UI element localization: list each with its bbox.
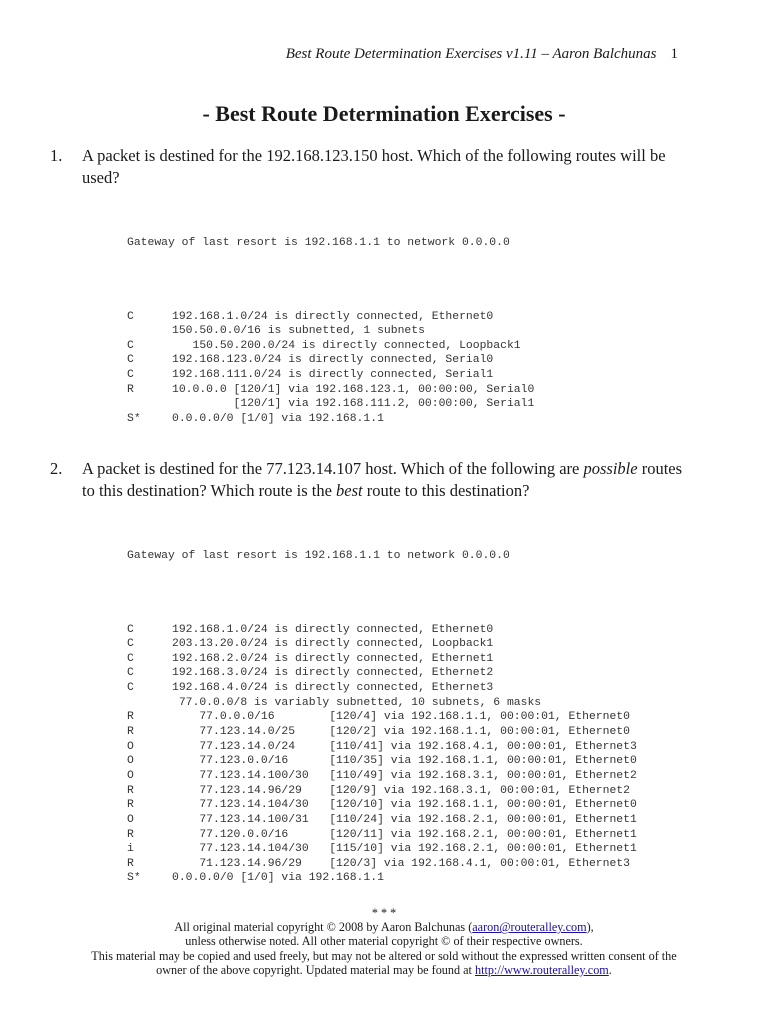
route-code: C bbox=[127, 310, 134, 323]
route-entry bbox=[127, 784, 630, 799]
page-number: 1 bbox=[670, 46, 678, 62]
question-number: 1. bbox=[50, 146, 63, 165]
route-text: 192.168.4.0/24 is directly connected, Ethernet3 bbox=[172, 682, 494, 695]
route-entry bbox=[127, 710, 630, 725]
route-text: 77.123.14.104/30 [115/10] via 192.168.2.1, 00:00:01, Ethernet1 bbox=[172, 843, 637, 856]
route-text: 192.168.111.0/24 is directly connected, Serial1 bbox=[172, 369, 494, 382]
route-text: 77.123.14.100/31 [110/24] via 192.168.2.1, 00:00:01, Ethernet1 bbox=[172, 813, 637, 826]
route-code: O bbox=[127, 755, 134, 768]
running-header bbox=[286, 46, 678, 63]
routing-table-2 bbox=[127, 520, 637, 886]
email-link[interactable]: aaron@routeralley.com bbox=[472, 920, 587, 935]
route-entry bbox=[127, 754, 637, 769]
route-text: 192.168.2.0/24 is directly connected, Ethernet1 bbox=[172, 652, 494, 665]
route-code: R bbox=[127, 726, 134, 739]
route-text: 71.123.14.96/29 [120/3] via 192.168.4.1, 00:00:01, Ethernet3 bbox=[172, 857, 630, 870]
route-entry bbox=[127, 652, 494, 667]
gateway-line: Gateway of last resort is 192.168.1.1 to network 0.0.0.0 bbox=[127, 550, 510, 563]
question-2 bbox=[50, 458, 720, 502]
header-title: Best Route Determination Exercises v1.11 – Aaron Balchunas bbox=[285, 46, 657, 62]
route-text: [120/1] via 192.168.111.2, 00:00:00, Serial1 bbox=[172, 398, 535, 411]
route-code: S* bbox=[127, 872, 141, 885]
footer-line: unless otherwise noted. All other material copyright © of their respective owners. bbox=[185, 934, 583, 949]
route-entry bbox=[127, 383, 535, 398]
route-entry bbox=[127, 623, 494, 638]
footer-line: owner of the above copyright. Updated material may be found at http://www.routeralley.com. bbox=[156, 962, 612, 977]
question-1 bbox=[50, 145, 720, 189]
route-code: C bbox=[127, 339, 134, 352]
route-text: 192.168.3.0/24 is directly connected, Ethernet2 bbox=[172, 667, 494, 680]
route-code: R bbox=[127, 828, 134, 841]
route-text: 150.50.200.0/24 is directly connected, Loopback1 bbox=[172, 339, 521, 352]
route-entry bbox=[127, 310, 494, 325]
route-entry bbox=[127, 725, 630, 740]
route-entry bbox=[127, 798, 637, 813]
question-text-line: to this destination? Which route is the best route to this destination? bbox=[82, 481, 530, 500]
route-entry bbox=[127, 681, 494, 696]
route-entry bbox=[127, 813, 637, 828]
route-entry bbox=[127, 696, 542, 711]
route-entry bbox=[127, 740, 637, 755]
route-code: R bbox=[127, 799, 134, 812]
route-text: 192.168.123.0/24 is directly connected, Serial0 bbox=[172, 354, 494, 367]
route-entry bbox=[127, 769, 637, 784]
route-entry bbox=[127, 828, 637, 843]
emphasis-best: best bbox=[336, 481, 363, 500]
route-text: 77.123.14.96/29 [120/9] via 192.168.3.1, 00:00:01, Ethernet2 bbox=[172, 784, 630, 797]
route-text: 77.123.14.0/24 [110/41] via 192.168.4.1, 00:00:01, Ethernet3 bbox=[172, 740, 637, 753]
route-code: C bbox=[127, 623, 134, 636]
route-code: O bbox=[127, 740, 134, 753]
route-entry bbox=[127, 666, 494, 681]
route-code: C bbox=[127, 638, 134, 651]
question-text-line: A packet is destined for the 192.168.123.150 host. Which of the following routes will be bbox=[82, 146, 666, 165]
page-title: - Best Route Determination Exercises - bbox=[202, 101, 566, 126]
route-code: R bbox=[127, 711, 134, 724]
route-text: 77.123.14.0/25 [120/2] via 192.168.1.1, 00:00:01, Ethernet0 bbox=[172, 726, 630, 739]
route-entry bbox=[127, 353, 494, 368]
route-entry bbox=[127, 857, 630, 872]
route-text: 0.0.0.0/0 [1/0] via 192.168.1.1 bbox=[172, 413, 384, 426]
route-entry bbox=[127, 324, 425, 339]
route-text: 77.123.14.104/30 [120/10] via 192.168.1.1, 00:00:01, Ethernet0 bbox=[172, 799, 637, 812]
route-entry bbox=[127, 339, 521, 354]
route-text: 192.168.1.0/24 is directly connected, Ethernet0 bbox=[172, 623, 494, 636]
route-code: C bbox=[127, 354, 134, 367]
route-code: O bbox=[127, 769, 134, 782]
route-code: C bbox=[127, 682, 134, 695]
route-text: 77.123.0.0/16 [110/35] via 192.168.1.1, 00:00:01, Ethernet0 bbox=[172, 755, 637, 768]
website-link[interactable]: http://www.routeralley.com bbox=[474, 962, 609, 977]
route-code: R bbox=[127, 383, 134, 396]
route-code: i bbox=[127, 843, 134, 856]
route-text: 77.0.0.0/8 is variably subnetted, 10 subnets, 6 masks bbox=[172, 696, 542, 709]
route-text: 203.13.20.0/24 is directly connected, Loopback1 bbox=[172, 638, 494, 651]
routing-table-1 bbox=[127, 207, 535, 427]
route-text: 0.0.0.0/0 [1/0] via 192.168.1.1 bbox=[172, 872, 384, 885]
route-code: R bbox=[127, 784, 134, 797]
route-code: C bbox=[127, 652, 134, 665]
route-text: 10.0.0.0 [120/1] via 192.168.123.1, 00:00:00, Serial0 bbox=[172, 383, 535, 396]
footer-separator: * * * bbox=[371, 906, 397, 920]
route-entry bbox=[127, 637, 494, 652]
question-text-line: A packet is destined for the 77.123.14.107 host. Which of the following are possible routes bbox=[82, 459, 683, 478]
route-text: 150.50.0.0/16 is subnetted, 1 subnets bbox=[172, 325, 425, 338]
route-entry bbox=[127, 397, 535, 412]
route-code: S* bbox=[127, 413, 141, 426]
route-code: C bbox=[127, 667, 134, 680]
question-text-line: used? bbox=[82, 168, 120, 187]
route-entry bbox=[127, 368, 494, 383]
question-number: 2. bbox=[50, 459, 63, 478]
route-text: 192.168.1.0/24 is directly connected, Ethernet0 bbox=[172, 310, 494, 323]
gateway-line: Gateway of last resort is 192.168.1.1 to network 0.0.0.0 bbox=[127, 237, 510, 250]
emphasis-possible: possible bbox=[583, 459, 638, 478]
footer-line: All original material copyright © 2008 by Aaron Balchunas (aaron@routeralley.com), bbox=[174, 920, 594, 935]
route-text: 77.123.14.100/30 [110/49] via 192.168.3.1, 00:00:01, Ethernet2 bbox=[172, 769, 637, 782]
copyright-footer bbox=[0, 906, 768, 977]
route-text: 77.0.0.0/16 [120/4] via 192.168.1.1, 00:00:01, Ethernet0 bbox=[172, 711, 630, 724]
footer-line: This material may be copied and used freely, but may not be altered or sold without the expressed written consent of the bbox=[91, 948, 677, 963]
route-entry bbox=[127, 871, 384, 886]
route-entry bbox=[127, 842, 637, 857]
route-text: 77.120.0.0/16 [120/11] via 192.168.2.1, 00:00:01, Ethernet1 bbox=[172, 828, 637, 841]
route-entry bbox=[127, 412, 384, 427]
route-code: C bbox=[127, 369, 134, 382]
route-code: R bbox=[127, 857, 134, 870]
route-code: O bbox=[127, 813, 134, 826]
